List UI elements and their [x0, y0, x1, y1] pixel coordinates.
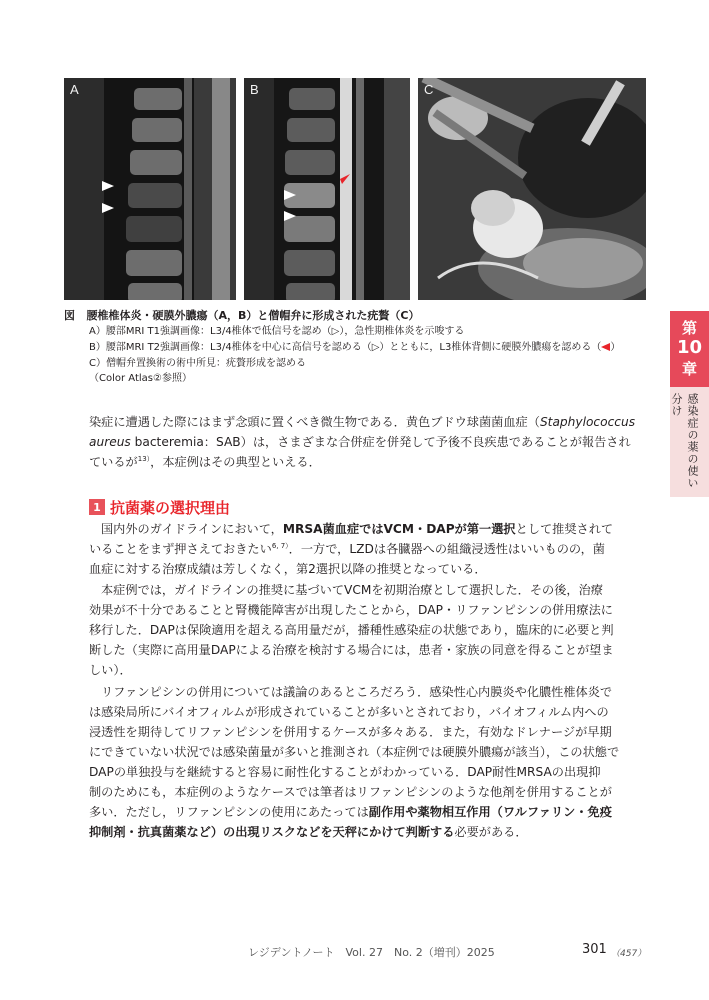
footer-journal: レジデントノート Vol. 27 No. 2（増刊）2025	[248, 946, 495, 959]
chapter-number: 10	[676, 337, 703, 358]
caption-line-b: B）腰部MRI T2強調画像：L3/4椎体を中心に高信号を認める（▷）とともに，L3椎体背側に硬膜外膿瘍を認める（ ）	[89, 342, 621, 353]
footer-page-sub: （457）	[611, 949, 647, 959]
paragraph-3: リファンピシンの併用については議論のあるところだろう．感染性心内膜炎や化膿性椎体炎で は感染局所にバイオフィルムが形成されていることが多いとされており，バイオフィルム内への 浸透性を期待してリファンピシンを併用するケースが多々ある．また，有効なドレナージが早期 にできていない状況では感染菌量が多いと推測され（本症例では硬膜外膿瘍が該当），この状態で DAPの単独投与を継続すると容易に耐性化することがわかっている．DAP耐性MRSAの出現抑 制のためにも，本症例のようなケースでは筆者はリファンピシンのような他剤を併用することが 多い．ただし，リファンピシンの使用にあたっては副作用や薬物相互作用（ワルファリン・免疫 抑制剤・抗真菌薬など）の出現リスクなどを天秤にかけて判断する必要がある．	[89, 685, 620, 839]
mri-t1-image	[64, 78, 236, 300]
panel-label-b: B	[250, 82, 259, 97]
figure-panel-a	[64, 78, 236, 300]
paragraph-1: 国内外のガイドラインにおいて，MRSA菌血症ではVCM・DAPが第一選択として推奨されて いることをまず押さえておきたい$^{6, 7)}$．一方で，LZDは各臓器への組織浸透性はいいものの，菌 血症に対する治療成績は芳しくなく，第2選択以降の推奨となっている．	[89, 522, 614, 576]
red-arrow-icon	[601, 343, 610, 351]
chapter-dai: 第	[681, 319, 697, 337]
chapter-title-tab	[670, 387, 709, 497]
caption-note: （Color Atlas②参照）	[89, 373, 192, 384]
section-title: 抗菌薬の選択理由	[110, 498, 231, 517]
chapter-tab	[670, 311, 709, 387]
intro-paragraph: 染症に遭遇した際にはまず念頭に置くべき微生物である．黄色ブドウ球菌菌血症（Staphylococcus aureus bacteremia：SAB）は，さまざまな合併症を併発して予後不良疾患であることが報告され ているが$^{13)}$，本症例はその典型といえる．	[89, 415, 636, 469]
figure-caption-title	[64, 309, 419, 322]
chapter-sho: 章	[681, 360, 697, 378]
panel-label-c: C	[424, 82, 434, 97]
figure-panel-b	[244, 78, 410, 300]
surgical-photo-image	[418, 78, 646, 300]
figure-panel-c	[418, 78, 646, 300]
section-heading	[89, 497, 230, 517]
caption-line-a: A）腰部MRI T1強調画像：L3/4椎体で低信号を認め（▷），急性期椎体炎を示唆する	[89, 326, 465, 337]
mri-t2-image	[244, 78, 410, 300]
paragraph-2: 本症例では，ガイドラインの推奨に基づいてVCMを初期治療として選択した．その後，治療 効果が不十分であることと腎機能障害が出現したことから，DAP・リファンピシンの併用療法に 移行した．DAPは保険適用を超える高用量だが，播種性感染症の状態であり，臨床的に必要と判 断した（実際に高用量DAPによる治療を検討する場合には，患者・家族の同意を得ることが望ま しい）．	[89, 583, 614, 677]
section-number-badge: 1	[89, 499, 105, 515]
caption-line-c: C）僧帽弁置換術の術中所見：疣贅形成を認める	[89, 358, 306, 369]
footer-page-number: 301	[582, 942, 607, 957]
figure-label: 図	[64, 309, 75, 322]
panel-label-a: A	[70, 82, 79, 97]
figure-title: 腰椎椎体炎・硬膜外膿瘍（A，B）と僧帽弁に形成された疣贅（C）	[86, 309, 420, 322]
chapter-title: 感染症の薬の使い分け	[670, 393, 699, 489]
